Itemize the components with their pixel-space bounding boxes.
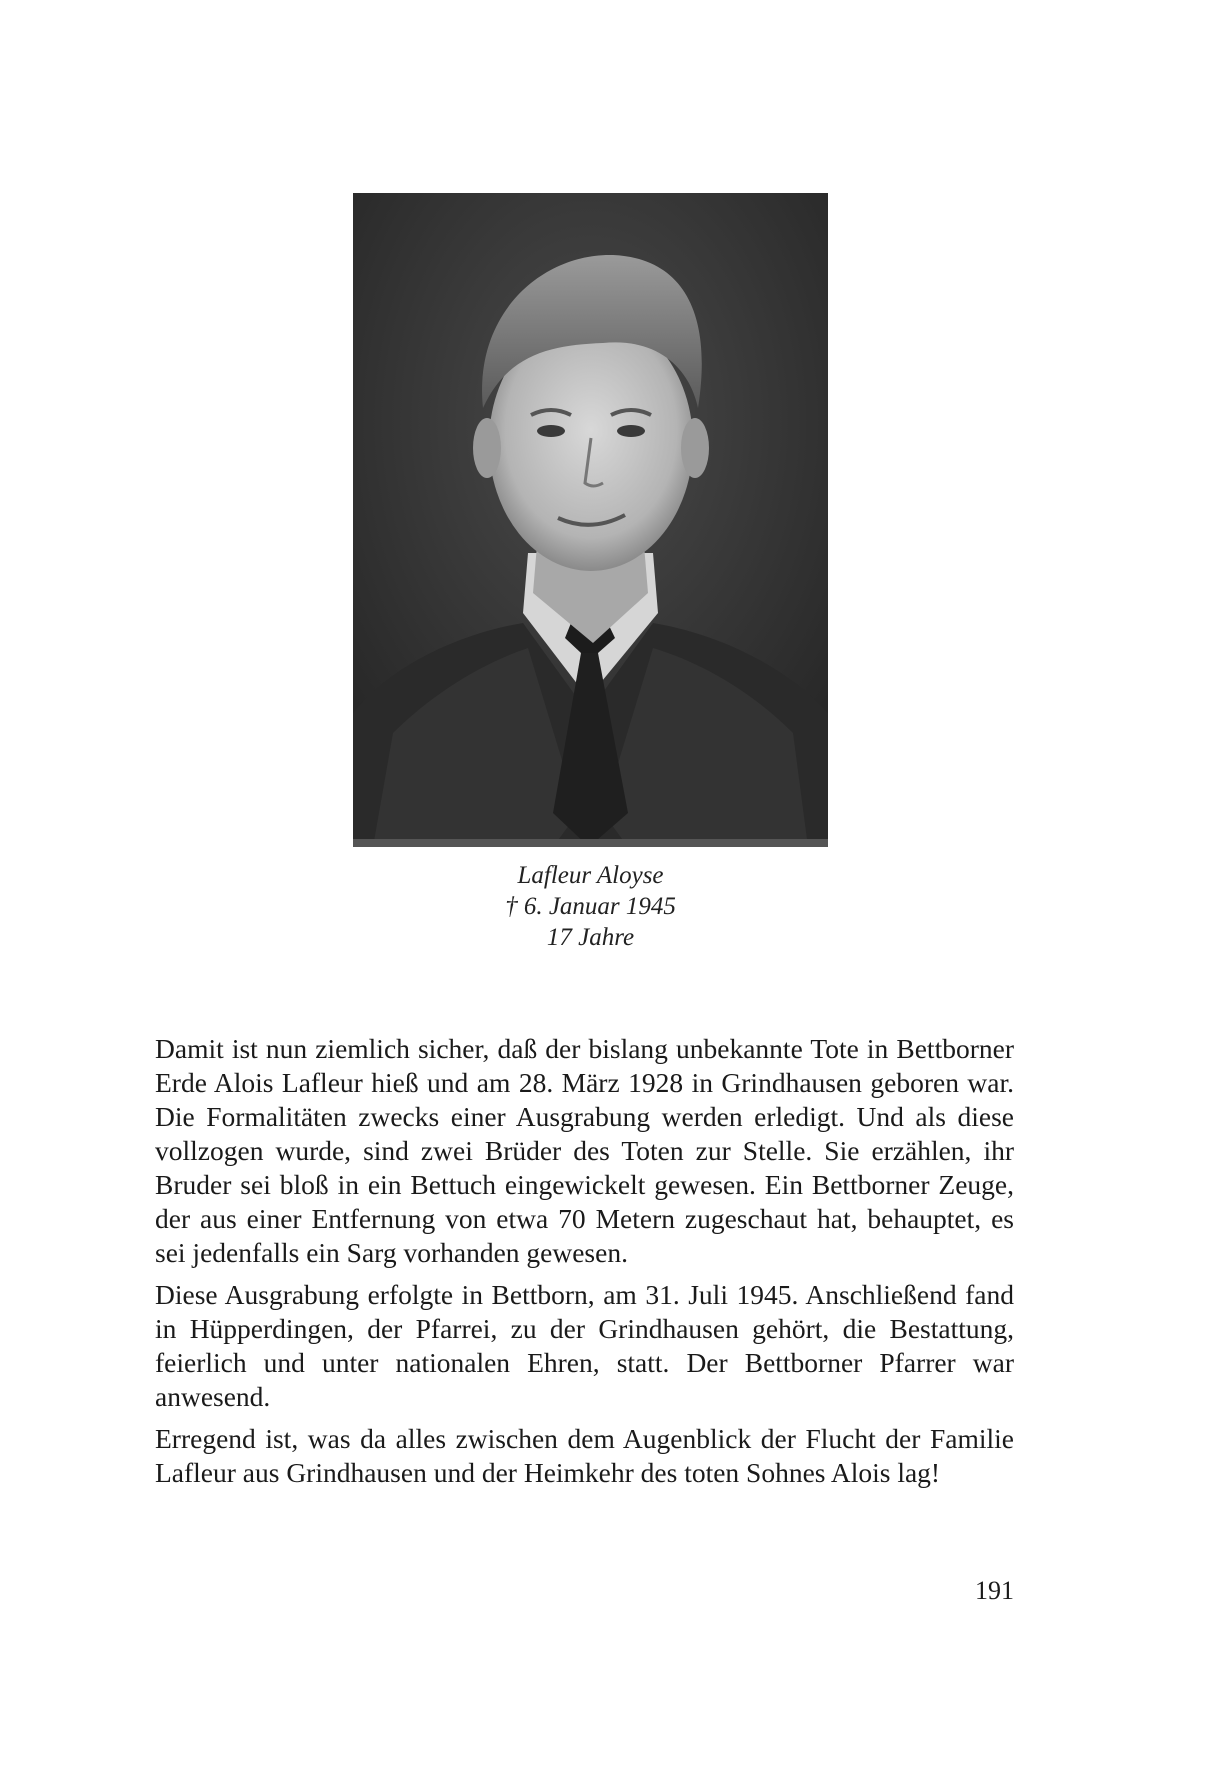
photo-caption: [353, 860, 828, 953]
caption-age: 17 Jahre: [546, 924, 635, 951]
page-number: 191: [975, 1576, 1014, 1605]
portrait-photo: [353, 193, 828, 847]
body-text: [155, 1032, 1014, 1498]
paragraph: Erregend ist, was da alles zwischen dem Augenblick der Flucht der Familie Lafleur aus Grindhausen und der Heimkehr des toten Sohnes Alois lag!: [155, 1423, 1014, 1488]
paragraph: Damit ist nun ziemlich sicher, daß der bislang unbekannte Tote in Bettborner Erde Alois Lafleur hieß und am 28. März 1928 in Grindhausen geboren war. Die Formalitäten zwecks einer Ausgrabung werden erledigt. Und als diese vollzogen wurde, sind zwei Brüder des Toten zur Stelle. Sie erzählen, ihr Bruder sei bloß in ein Bettuch eingewickelt gewesen. Ein Bettborner Zeuge, der aus einer Entfernung von etwa 70 Metern zugeschaut hat, behauptet, es sei jedenfalls ein Sarg vorhanden gewesen.: [155, 1033, 1014, 1268]
paragraph: Diese Ausgrabung erfolgte in Bettborn, am 31. Juli 1945. Anschließend fand in Hüpperdingen, der Pfarrei, zu der Grindhausen gehört, die Bestattung, feierlich und unter nationalen Ehren, statt. Der Bettborner Pfarrer war anwesend.: [155, 1279, 1014, 1412]
caption-death-date: † 6. Januar 1945: [505, 893, 676, 920]
caption-name: Lafleur Aloyse: [517, 862, 664, 889]
